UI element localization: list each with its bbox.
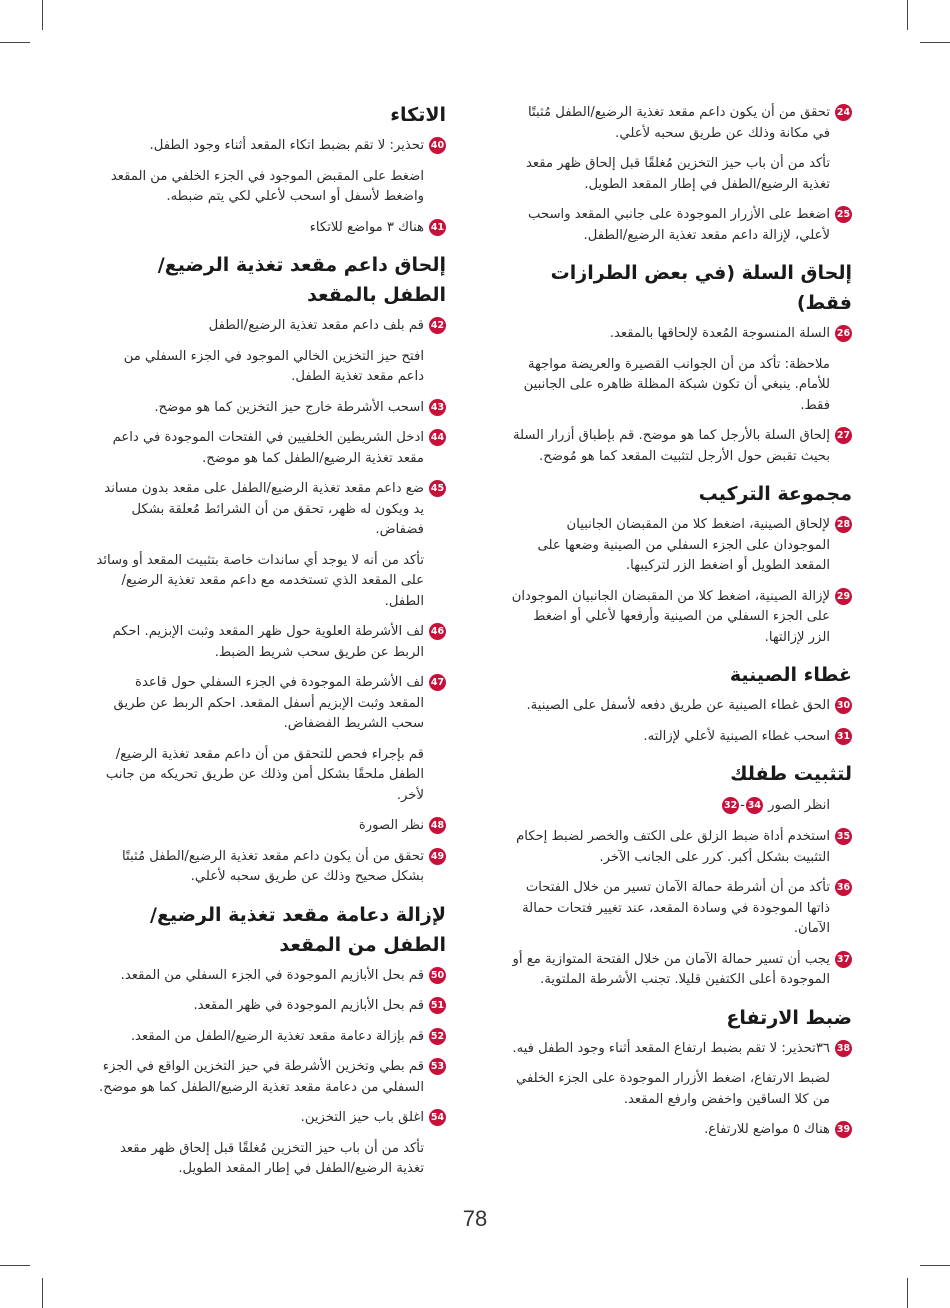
instruction-item <box>508 727 852 748</box>
instruction-item <box>96 428 446 469</box>
step-number-badge: 42 <box>429 317 446 334</box>
figure-number-badge: 32 <box>722 797 739 814</box>
instruction-text: ادخل الشريطين الخلفيين في الفتحات الموجودة في داعم مقعد تغذية الرضيع/الطفل كما هو موضح. <box>112 430 424 466</box>
instruction-text: نظر الصورة <box>358 818 424 833</box>
step-number-badge: 29 <box>835 588 852 605</box>
instruction-item <box>96 479 446 541</box>
step-number-badge: 30 <box>835 697 852 714</box>
step-number-badge: 36 <box>835 879 852 896</box>
instruction-item <box>96 1108 446 1129</box>
step-number-badge: 53 <box>429 1058 446 1075</box>
figure-number-badge: 34 <box>746 797 763 814</box>
instruction-note: تأكد من أنه لا يوجد أي ساندات خاصة بتثبيت المقعد أو وسائد على المقعد الذي تستخدمه مع داعم مقعد تغذية الرضيع/الطفل. <box>96 552 424 609</box>
range-separator: - <box>740 798 745 813</box>
instruction-text: تأكد من أن أشرطة حمالة الآمان تسير من خلال الفتحات ذاتها الموجودة في وسادة المقعد، عند تغيير فتحات حمالة الآمان. <box>522 880 830 936</box>
step-number-badge: 43 <box>429 399 446 416</box>
instruction-text: لف الأشرطة الموجودة في الجزء السفلي حول قاعدة المقعد وثبت الإبزيم أسفل المقعد. احكم الربط عن طريق سحب الشريط الفضفاض. <box>113 675 424 731</box>
instruction-item <box>508 878 852 940</box>
instruction-item <box>96 1027 446 1048</box>
instruction-item <box>96 966 446 987</box>
instruction-item <box>96 316 446 337</box>
step-number-badge: 37 <box>835 951 852 968</box>
instruction-text: اضغط على الأزرار الموجودة على جانبي المقعد واسحب لأعلي، لإزالة داعم مقعد تغذية الرضيع/الطفل. <box>528 207 830 243</box>
instruction-text: قم بطي وتخزين الأشرطة في حيز التخزين الواقع في الجزء السفلي من دعامة مقعد تغذية الرضيع/الطفل كما هو موضح. <box>99 1059 424 1095</box>
step-number-badge: 54 <box>429 1109 446 1126</box>
figure-reference <box>508 795 852 817</box>
instruction-text: هناك ٣ مواضع للاتكاء <box>309 219 424 235</box>
step-number-badge: 48 <box>429 817 446 834</box>
instruction-text: ٣٦تحذير: لا تقم بضبط ارتفاع المقعد أثناء وجود الطفل فيه. <box>512 1040 830 1056</box>
section-heading: لتثبيت طفلك <box>730 763 852 785</box>
instruction-text: تحقق من أن يكون داعم مقعد تغذية الرضيع/الطفل مُثبتًا في مكانة وذلك عن طريق سحبه لأعلي. <box>528 105 830 141</box>
instruction-item <box>96 847 446 888</box>
instruction-text: قم بإزالة دعامة مقعد تغذية الرضيع/الطفل من المقعد. <box>130 1028 424 1044</box>
section-heading: الاتكاء <box>390 104 446 126</box>
instruction-text: تحقق من أن يكون داعم مقعد تغذية الرضيع/الطفل مُثبتًا بشكل صحيح وذلك عن طريق سحبه لأعلي. <box>122 848 424 884</box>
section-heading: غطاء الصينية <box>729 664 852 686</box>
step-number-badge: 26 <box>835 325 852 342</box>
step-number-badge: 46 <box>429 623 446 640</box>
section-heading: لإزالة دعامة مقعد تغذية الرضيع/الطفل من المقعد <box>150 903 446 956</box>
step-number-badge: 44 <box>429 429 446 446</box>
crop-mark <box>0 1265 30 1266</box>
figure-reference-text: انظر الصور <box>768 798 830 813</box>
step-number-badge: 40 <box>429 137 446 154</box>
instruction-item <box>508 205 852 246</box>
instruction-item <box>508 950 852 991</box>
crop-mark <box>920 42 950 43</box>
instruction-text: ضع داعم مقعد تغذية الرضيع/الطفل على مقعد بدون مساند يد ويكون له ظهر، تحقق من أن الشرائط مُعلقة بشكل فضفاض. <box>104 481 424 537</box>
instruction-item <box>96 816 446 837</box>
instruction-text: لإلحاق الصينية، اضغط كلا من المقبضان الجانبيان الموجودان على الجزء السفلي من الصينية وضعها على المقعد الطويل أو اضغط الزر لتركيبها. <box>537 517 830 573</box>
step-number-badge: 31 <box>835 728 852 745</box>
instruction-item <box>96 1057 446 1098</box>
instruction-item <box>96 622 446 663</box>
step-number-badge: 45 <box>429 480 446 497</box>
crop-mark <box>42 0 43 30</box>
section-heading: ضبط الارتفاع <box>726 1006 852 1029</box>
crop-mark <box>920 1265 950 1266</box>
instruction-item <box>508 515 852 577</box>
instruction-text: قم بلف داعم مقعد تغذية الرضيع/الطفل <box>208 318 424 333</box>
instruction-item <box>96 218 446 239</box>
step-number-badge: 51 <box>429 997 446 1014</box>
instruction-text: إلحاق السلة بالأرجل كما هو موضح. قم بإطباق أزرار السلة بحيث تقبض حول الأرجل لتثبيت المقعد كما هو مُوضح. <box>512 428 830 464</box>
crop-mark <box>907 0 908 30</box>
instruction-text: اسحب الأشرطة خارج حيز التخزين كما هو موضح. <box>154 399 424 415</box>
instruction-text: تحذير: لا تقم بضبط اتكاء المقعد أثناء وجود الطفل. <box>149 138 424 153</box>
section-heading: إلحاق السلة (في بعض الطرازات فقط) <box>550 262 852 314</box>
instruction-text: لإزالة الصينية، اضغط كلا من المقبضان الجانبيان الموجودان على الجزء السفلي من الصينية وأرفعها لأعلي أو اضغط الزر لإزالتها. <box>511 588 830 645</box>
step-number-badge: 28 <box>835 516 852 533</box>
crop-mark <box>42 1278 43 1308</box>
section-heading: مجموعة التركيب <box>698 483 852 505</box>
instruction-text: لف الأشرطة العلوية حول ظهر المقعد وثبت الإبزيم. احكم الربط عن طريق سحب شريط الضبط. <box>112 624 424 660</box>
instruction-text: الحق غطاء الصينية عن طريق دفعه لأسفل على الصينية. <box>526 698 830 713</box>
instruction-note: تأكد من أن باب حيز التخزين مُغلقًا قبل إلحاق ظهر مقعد تغذية الرضيع/الطفل في إطار المقعد الطويل. <box>120 1140 424 1176</box>
crop-mark <box>907 1278 908 1308</box>
instruction-text: استخدم أداة ضبط الزلق على الكتف والخصر لضبط إحكام التثبيت بشكل أكبر. كرر على الجانب الآخر. <box>516 829 830 865</box>
instruction-text: اسحب غطاء الصينية لأعلي لإزالته. <box>643 728 830 744</box>
instruction-note: افتح حيز التخزين الخالي الموجود في الجزء السفلي من داعم مقعد تغذية الطفل. <box>123 348 424 384</box>
instruction-text: قم بحل الأبازيم الموجودة في الجزء السفلي من المقعد. <box>120 967 424 983</box>
step-number-badge: 25 <box>835 206 852 223</box>
step-number-badge: 39 <box>835 1121 852 1138</box>
page-number: 78 <box>462 1206 488 1231</box>
step-number-badge: 38 <box>835 1040 852 1057</box>
right-column <box>508 103 852 1151</box>
instruction-item <box>508 696 852 717</box>
instruction-item <box>508 827 852 868</box>
instruction-note: تأكد من أن باب حيز التخزين مُغلقًا قبل إلحاق ظهر مقعد تغذية الرضيع/الطفل في إطار المقعد الطويل. <box>526 156 830 192</box>
step-number-badge: 24 <box>835 104 852 121</box>
instruction-item <box>508 1039 852 1060</box>
step-number-badge: 35 <box>835 828 852 845</box>
step-number-badge: 52 <box>429 1028 446 1045</box>
instruction-text: السلة المنسوجة المُعدة لإلحاقها بالمقعد. <box>609 326 830 341</box>
instruction-item <box>508 324 852 345</box>
step-number-badge: 27 <box>835 427 852 444</box>
crop-mark <box>0 42 30 43</box>
instruction-text: اغلق باب حيز التخزين. <box>300 1110 424 1125</box>
step-number-badge: 49 <box>429 848 446 865</box>
step-number-badge: 41 <box>429 219 446 236</box>
step-number-badge: 50 <box>429 967 446 984</box>
instruction-item <box>96 136 446 157</box>
instruction-note: اضغط على المقبض الموجود في الجزء الخلفي من المقعد واضغط لأسفل أو اسحب لأعلي لكي يتم ضبطه. <box>110 168 424 204</box>
instruction-note: قم بإجراء فحص للتحقق من أن داعم مقعد تغذية الرضيع/الطفل ملحقًا بشكل أمن وذلك عن طريق تحريكه من جانب لأخر. <box>105 746 424 803</box>
instruction-text: قم بحل الأبازيم الموجودة في ظهر المقعد. <box>193 998 424 1013</box>
left-column <box>96 100 446 1190</box>
instruction-item <box>96 996 446 1017</box>
instruction-note: ملاحظة: تأكد من أن الجوانب القصيرة والعريضة مواجهة للأمام. ينبغي أن تكون شبكة المظلة ظاهره على الجانبين فقط. <box>523 356 830 413</box>
instruction-note: لضبط الارتفاع، اضغط الأزرار الموجودة على الجزء الخلفي من كلا الساقين واخفض وارفع المقعد. <box>515 1071 830 1107</box>
instruction-text: يجب أن تسير حمالة الآمان من خلال الفتحة المتوازية مع أو الموجودة أعلى الكتفين قليلا. تجنب الأشرطة الملتوية. <box>512 951 830 987</box>
instruction-item <box>508 587 852 649</box>
instruction-item <box>508 1120 852 1141</box>
instruction-item <box>96 673 446 735</box>
section-heading: إلحاق داعم مقعد تغذية الرضيع/الطفل بالمقعد <box>157 254 446 306</box>
instruction-item <box>508 103 852 144</box>
instruction-text: هناك ٥ مواضع للارتفاع. <box>704 1122 830 1137</box>
step-number-badge: 47 <box>429 674 446 691</box>
instruction-item <box>96 398 446 419</box>
instruction-item <box>508 426 852 467</box>
